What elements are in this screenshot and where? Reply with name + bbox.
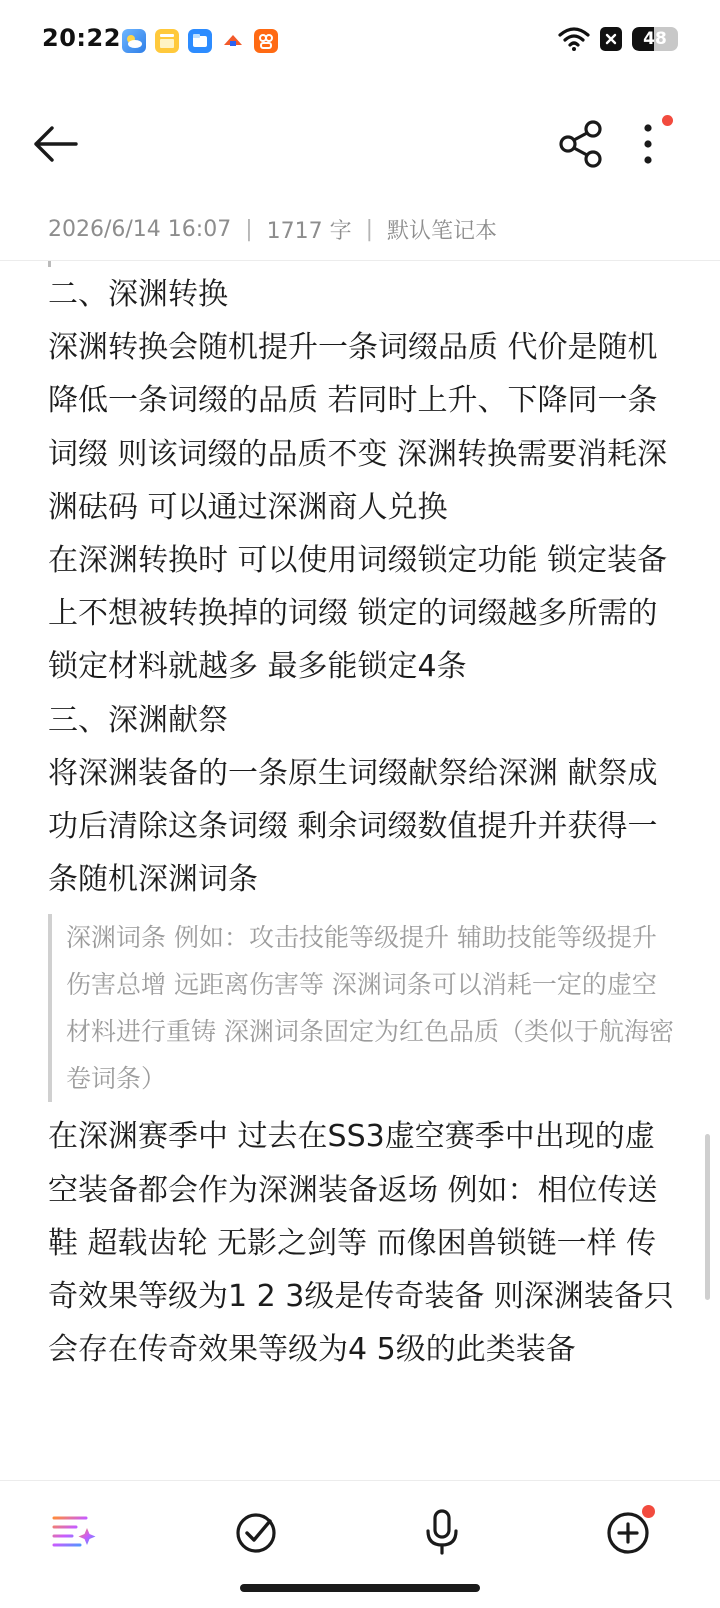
notification-icons bbox=[122, 29, 278, 53]
status-time: 20:22 bbox=[42, 24, 121, 52]
note-date: 2026/6/14 16:07 bbox=[48, 217, 232, 242]
paragraph: 深渊转换会随机提升一条词缀品质 代价是随机降低一条词缀的品质 若同时上升、下降同一条词缀 则该词缀的品质不变 深渊转换需要消耗深渊砝码 可以通过深渊商人兑换 bbox=[48, 330, 668, 525]
note-body[interactable] bbox=[48, 268, 678, 1376]
battery-level: 48 bbox=[643, 29, 667, 49]
battery-icon bbox=[632, 27, 678, 51]
checklist-icon bbox=[228, 1503, 284, 1559]
more-vertical-icon bbox=[640, 118, 684, 170]
notification-dot bbox=[642, 1505, 655, 1518]
header-divider bbox=[0, 260, 720, 261]
home-indicator[interactable] bbox=[240, 1584, 480, 1592]
no-sim-icon bbox=[600, 27, 622, 51]
community-app-icon bbox=[254, 29, 278, 53]
scrollbar[interactable] bbox=[705, 1134, 710, 1300]
meta-separator: | bbox=[365, 217, 374, 242]
files-app-icon bbox=[188, 29, 212, 53]
section-heading: 二、深渊转换 bbox=[48, 277, 228, 312]
top-toolbar bbox=[0, 100, 720, 188]
status-right bbox=[558, 26, 678, 52]
status-bar bbox=[0, 0, 720, 84]
back-button[interactable] bbox=[30, 118, 82, 170]
share-icon bbox=[556, 118, 608, 170]
paragraph: 在深渊赛季中 过去在SS3虚空赛季中出现的虚空装备都会作为深渊装备返场 例如：相位传送鞋 超载齿轮 无影之剑等 而像困兽锁链一样 传奇效果等级为1 2 3级是传奇装备 则深渊装备只会存在传奇效果等级为4 5级的此类装备 bbox=[48, 1119, 674, 1368]
more-options-button[interactable] bbox=[640, 118, 684, 170]
microphone-icon bbox=[414, 1503, 470, 1559]
voice-input-button[interactable] bbox=[414, 1503, 470, 1559]
quote-edge bbox=[48, 261, 51, 267]
share-button[interactable] bbox=[556, 118, 608, 170]
weather-icon bbox=[122, 29, 146, 53]
ai-format-icon bbox=[46, 1503, 102, 1559]
section-heading: 三、深渊献祭 bbox=[48, 702, 228, 738]
wifi-icon bbox=[558, 26, 590, 52]
meta-separator: | bbox=[245, 217, 253, 242]
notes-app-icon bbox=[155, 29, 179, 53]
game-app-icon bbox=[221, 29, 245, 53]
paragraph: 在深渊转换时 可以使用词缀锁定功能 锁定装备上不想被转换掉的词缀 锁定的词缀越多所需的锁定材料就越多 最多能锁定4条 bbox=[48, 543, 668, 685]
paragraph: 将深渊装备的一条原生词缀献祭给深渊 献祭成功后清除这条词缀 剩余词缀数值提升并获得一条随机深渊词条 bbox=[48, 755, 658, 898]
add-button[interactable] bbox=[600, 1503, 656, 1559]
quote-block: 深渊词条 例如：攻击技能等级提升 辅助技能等级提升 伤害总增 远距离伤害等 深渊词条可以消耗一定的虚空材料进行重铸 深渊词条固定为红色品质（类似于航海密卷词条） bbox=[48, 914, 678, 1102]
ai-format-button[interactable] bbox=[46, 1503, 102, 1559]
notification-dot bbox=[662, 115, 673, 126]
checklist-button[interactable] bbox=[228, 1503, 284, 1559]
arrow-left-icon bbox=[30, 118, 82, 170]
notebook-name[interactable]: 默认笔记本 bbox=[387, 219, 498, 244]
word-count: 1717 字 bbox=[266, 219, 352, 244]
bottom-toolbar bbox=[0, 1481, 720, 1608]
note-meta bbox=[48, 214, 497, 245]
